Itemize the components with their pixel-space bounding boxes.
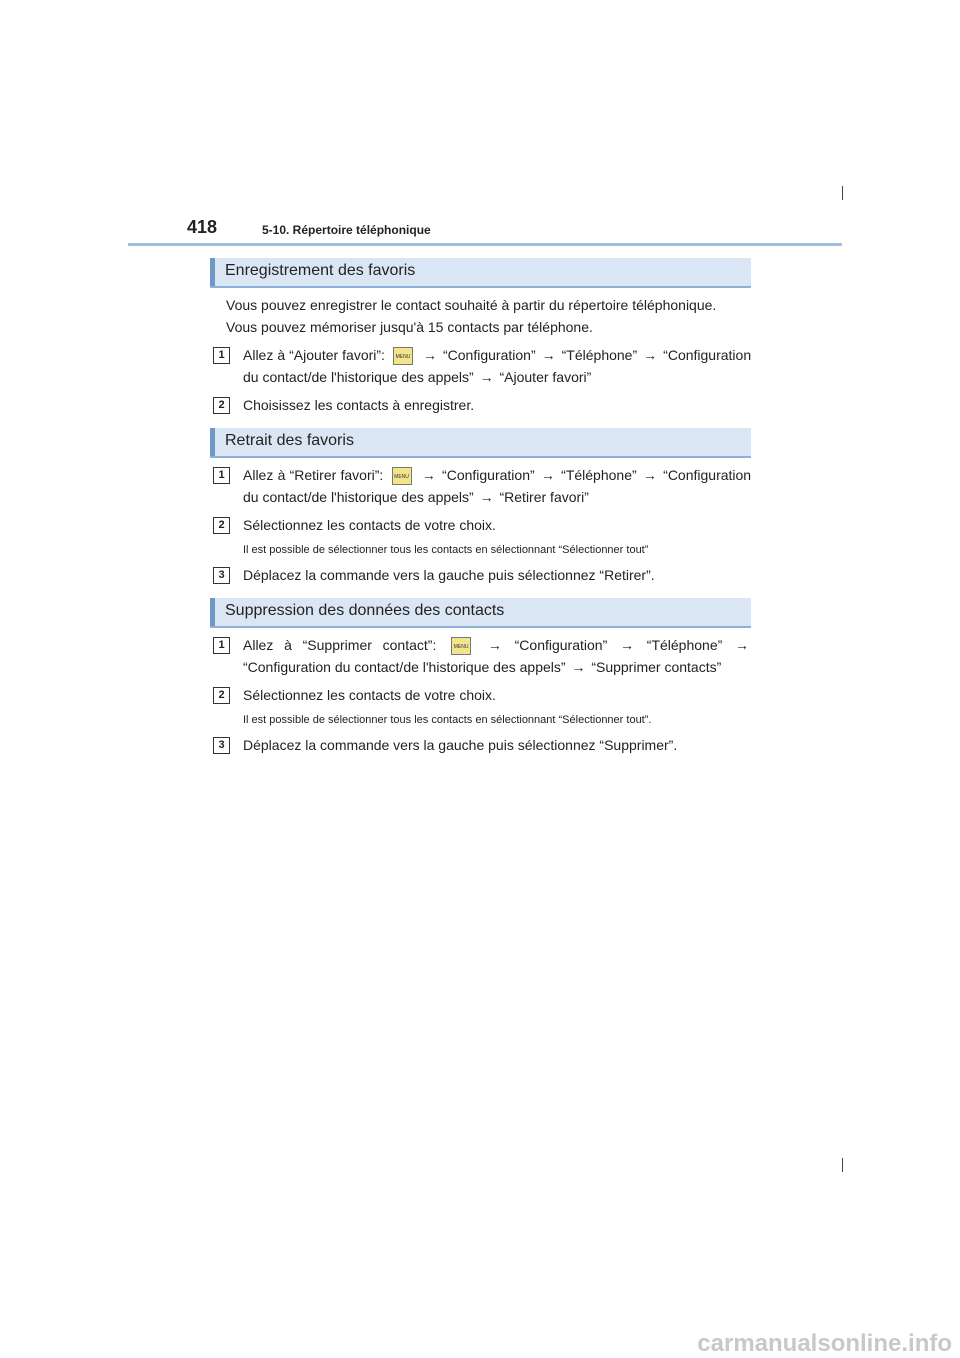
arrow-icon: → xyxy=(541,347,556,363)
step-item xyxy=(210,564,751,586)
arrow-icon: → xyxy=(487,637,502,653)
step-lead: Allez à “Ajouter favori”: xyxy=(243,347,385,363)
crop-mark-top xyxy=(842,186,843,200)
arrow-icon: → xyxy=(540,467,555,483)
step-item xyxy=(210,344,751,388)
step-item xyxy=(210,464,751,508)
intro-line: Vous pouvez mémoriser jusqu'à 15 contacts par téléphone. xyxy=(226,319,593,335)
path-item: “Configuration” xyxy=(443,347,536,363)
step-text: Déplacez la commande vers la gauche puis sélectionnez “Supprimer”. xyxy=(243,737,678,753)
crop-mark-bottom xyxy=(842,1158,843,1172)
page-footer xyxy=(0,1300,960,1358)
step-lead: Allez à “Retirer favori”: xyxy=(243,467,384,483)
step-item xyxy=(210,634,751,678)
path-item: “Téléphone” xyxy=(646,637,723,653)
path-item: “Téléphone” xyxy=(561,347,638,363)
path-item: “Retirer favori” xyxy=(499,489,589,505)
section-heading-enregistrement: Enregistrement des favoris xyxy=(210,258,751,286)
step-text: Sélectionnez les contacts de votre choix. xyxy=(243,687,496,703)
step-item xyxy=(210,684,751,706)
step-number: 1 xyxy=(213,347,230,364)
section-heading-suppression: Suppression des données des contacts xyxy=(210,598,751,626)
section-heading-retrait: Retrait des favoris xyxy=(210,428,751,456)
section-title: 5-10. Répertoire téléphonique xyxy=(262,223,431,237)
path-item: “Configuration du contact/de l'historique des appels” xyxy=(243,347,752,385)
path-item: “Téléphone” xyxy=(561,467,637,483)
menu-button-icon: MENU xyxy=(392,467,412,485)
menu-button-icon: MENU xyxy=(393,347,413,365)
path-item: “Configuration” xyxy=(442,467,535,483)
arrow-icon: → xyxy=(620,637,635,653)
path-item: “Configuration du contact/de l'historique des appels” xyxy=(243,659,566,675)
step-number: 1 xyxy=(213,637,230,654)
page-content xyxy=(210,258,751,756)
arrow-icon: → xyxy=(642,467,657,483)
step-number: 1 xyxy=(213,467,230,484)
step-text: Choisissez les contacts à enregistrer. xyxy=(243,397,475,413)
page-header xyxy=(128,214,842,246)
step-number: 2 xyxy=(213,687,230,704)
path-item: “Supprimer contacts” xyxy=(591,659,722,675)
step-number: 3 xyxy=(213,567,230,584)
step-item xyxy=(210,394,751,416)
step-text: Sélectionnez les contacts de votre choix. xyxy=(243,517,496,533)
intro-line: Vous pouvez enregistrer le contact souhaité à partir du répertoire téléphonique. xyxy=(226,297,717,313)
intro-text xyxy=(226,294,751,338)
path-item: “Configuration” xyxy=(514,637,608,653)
arrow-icon: → xyxy=(643,347,658,363)
step-number: 2 xyxy=(213,517,230,534)
step-number: 2 xyxy=(213,397,230,414)
watermark: carmanualsonline.info xyxy=(697,1330,952,1357)
path-item: “Ajouter favori” xyxy=(499,369,592,385)
path-item: “Configuration du contact/de l'historique des appels” xyxy=(243,467,752,505)
step-text: Déplacez la commande vers la gauche puis sélectionnez “Retirer”. xyxy=(243,567,655,583)
arrow-icon: → xyxy=(422,347,437,363)
step-note: Il est possible de sélectionner tous les contacts en sélectionnant “Sélectionner tout”. xyxy=(243,714,652,726)
arrow-icon: → xyxy=(479,369,494,385)
step-number: 3 xyxy=(213,737,230,754)
arrow-icon: → xyxy=(571,659,586,675)
arrow-icon: → xyxy=(735,637,750,653)
arrow-icon: → xyxy=(479,489,494,505)
menu-button-icon: MENU xyxy=(451,637,471,655)
step-note: Il est possible de sélectionner tous les contacts en sélectionnant “Sélectionner tout” xyxy=(243,544,649,556)
step-item xyxy=(210,514,751,536)
step-item xyxy=(210,734,751,756)
header-rule xyxy=(128,243,842,246)
page-number: 418 xyxy=(187,217,218,237)
arrow-icon: → xyxy=(421,467,436,483)
step-lead: Allez à “Supprimer contact”: xyxy=(243,637,437,653)
